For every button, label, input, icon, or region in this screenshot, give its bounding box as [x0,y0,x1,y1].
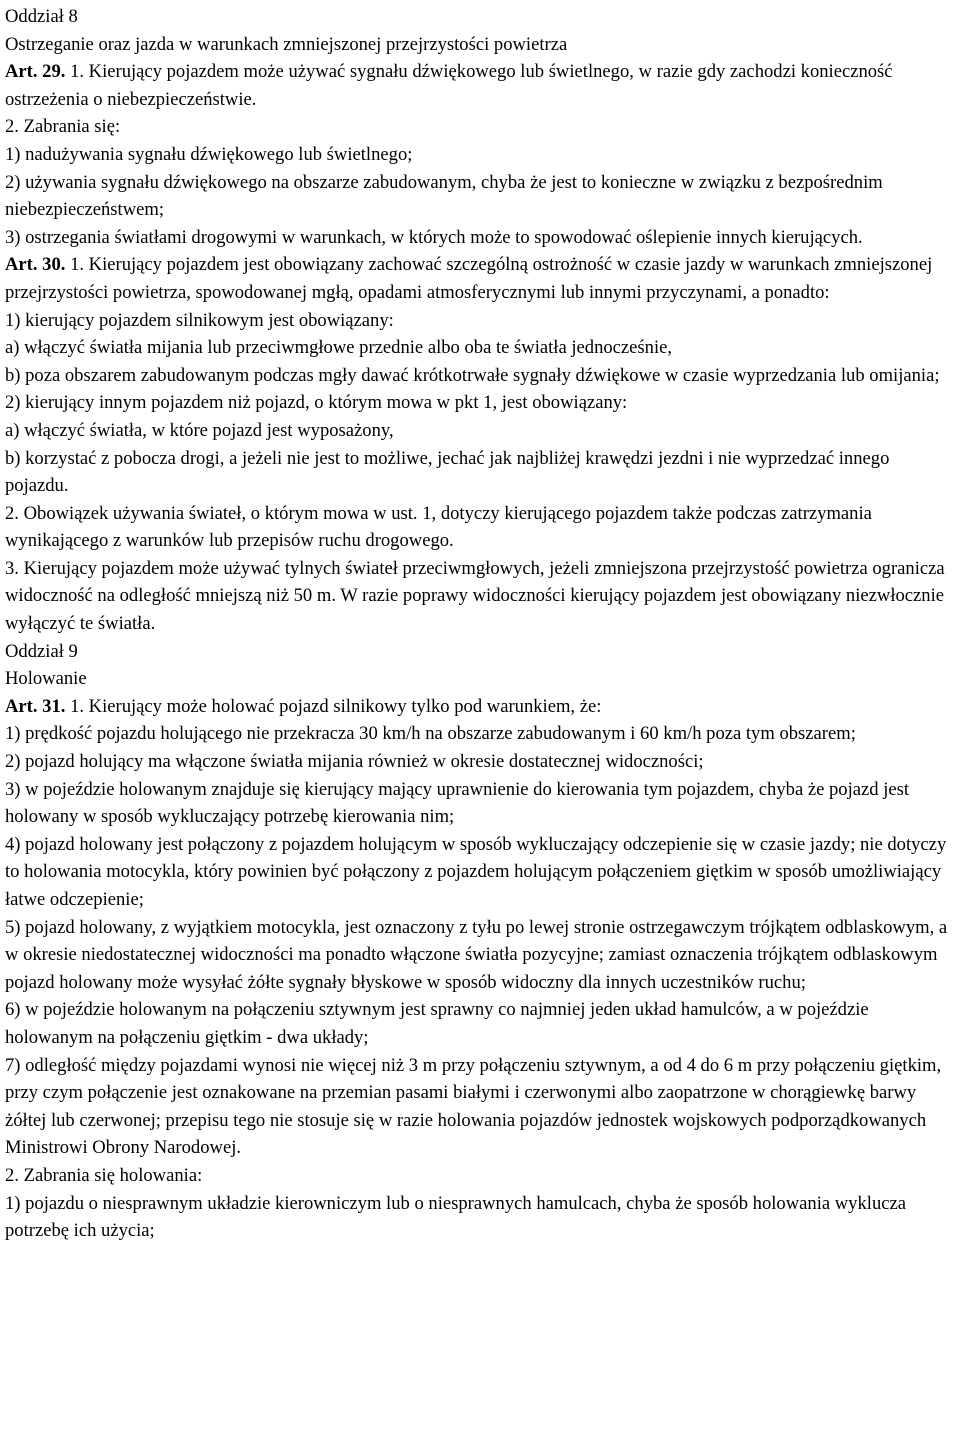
art-31-item-7: 7) odległość między pojazdami wynosi nie więcej niż 3 m przy połączeniu sztywnym, a od 4 do 6 m przy połączeniu giętkim, przy czym połączenie jest oznakowane na przemian pasami białymi i czerwonymi albo zaopatrzone w chorągiewkę barwy żółtej lub czerwonej; przepisu tego nie stosuje się w razie holowania pojazdów jednostek wojskowych podporządkowanych Ministrowi Obrony Narodowej. [5,1054,942,1159]
art-30-item-2: 2) kierujący innym pojazdem niż pojazd, o którym mowa w pkt 1, jest obowiązany: [5,392,628,414]
art-31-paragraph-1 [5,693,957,721]
art-31-paragraph-2-item-1: 1) pojazdu o niesprawnym układzie kierowniczym lub o niesprawnych hamulcach, chyba że sposób holowania wyklucza potrzebę ich użycia; [5,1192,906,1242]
art-29-label: Art. 29. [5,61,66,83]
art-30-paragraph-1 [5,251,957,306]
art-31-label: Art. 31. [5,695,66,717]
art-31-item-3: 3) w pojeździe holowanym znajduje się kierujący mający uprawnienie do kierowania tym pojazdem, chyba że pojazd jest holowany w sposób wykluczający potrzebę kierowania nim; [5,778,910,828]
section-8-heading: Oddział 8 [5,6,78,27]
section-9-heading: Oddział 9 [5,640,78,662]
art-31-paragraph-2: 2. Zabrania się holowania: [5,1164,203,1186]
art-31-item-4: 4) pojazd holowany jest połączony z pojazdem holującym w sposób wykluczający odczepienie się w czasie jazdy; nie dotyczy to holowania motocykla, który powinien być połączony z pojazdem holującym połączeniem giętkim w sposób umożliwiający łatwe odczepienie; [5,833,947,910]
art-30-item-1b: b) poza obszarem zabudowanym podczas mgły dawać krótkotrwałe sygnały dźwiękowe w czasie wyprzedzania lub omijania; [5,364,940,386]
art-31-item-1: 1) prędkość pojazdu holującego nie przekracza 30 km/h na obszarze zabudowanym i 60 km/h poza tym obszarem; [5,723,856,745]
art-30-p1-text: 1. Kierujący pojazdem jest obowiązany zachować szczególną ostrożność w czasie jazdy w warunkach zmniejszonej przejrzystości powietrza, spowodowanej mgłą, opadami atmosferycznymi lub innymi przyczynami, a ponadto: [5,254,933,303]
art-29-item-1: 1) nadużywania sygnału dźwiękowego lub świetlnego; [5,143,413,165]
art-30-paragraph-2: 2. Obowiązek używania świateł, o którym mowa w ust. 1, dotyczy kierującego pojazdem także podczas zatrzymania wynikającego z warunków lub przepisów ruchu drogowego. [5,502,872,552]
art-29-item-3: 3) ostrzegania światłami drogowymi w warunkach, w których może to spowodować oślepienie innych kierujących. [5,226,863,248]
section-9-title: Holowanie [5,668,87,690]
art-30-item-2b: b) korzystać z pobocza drogi, a jeżeli nie jest to możliwe, jechać jak najbliżej krawędzi jezdni i nie wyprzedzać innego pojazdu. [5,447,890,497]
art-31-item-2: 2) pojazd holujący ma włączone światła mijania również w okresie dostatecznej widoczności; [5,751,704,773]
art-30-label: Art. 30. [5,254,66,276]
art-31-item-5: 5) pojazd holowany, z wyjątkiem motocykla, jest oznaczony z tyłu po lewej stronie ostrzegawczym trójkątem odblaskowym, a w okresie niedostatecznej widoczności ma ponadto włączone światła pozycyjne; zamiast oznaczenia trójkątem odblaskowym pojazd holowany może wysyłać żółte sygnały błyskowe w sposób widoczny dla innych uczestników ruchu; [5,916,948,993]
art-30-paragraph-3: 3. Kierujący pojazdem może używać tylnych świateł przeciwmgłowych, jeżeli zmniejszona przejrzystość powietrza ogranicza widoczność na odległość mniejszą niż 50 m. W razie poprawy widoczności kierujący pojazdem jest obowiązany niezwłocznie wyłączyć te światła. [5,557,945,635]
art-29-paragraph-1 [5,58,957,113]
art-31-p1-text: 1. Kierujący może holować pojazd silnikowy tylko pod warunkiem, że: [65,695,602,717]
art-29-item-2: 2) używania sygnału dźwiękowego na obszarze zabudowanym, chyba że jest to konieczne w związku z bezpośrednim niebezpieczeństwem; [5,171,883,221]
section-8-title: Ostrzeganie oraz jazda w warunkach zmniejszonej przejrzystości powietrza [5,33,568,55]
art-30-item-1a: a) włączyć światła mijania lub przeciwmgłowe przednie albo oba te światła jednocześnie, [5,337,673,359]
document-body [5,3,957,1245]
art-31-item-6: 6) w pojeździe holowanym na połączeniu sztywnym jest sprawny co najmniej jeden układ hamulców, a w pojeździe holowanym na połączeniu giętkim - dwa układy; [5,999,869,1048]
art-29-p1-text: 1. Kierujący pojazdem może używać sygnału dźwiękowego lub świetlnego, w razie gdy zachodzi konieczność ostrzeżenia o niebezpieczeństwie. [5,61,893,110]
art-30-item-1: 1) kierujący pojazdem silnikowym jest obowiązany: [5,309,394,331]
art-30-item-2a: a) włączyć światła, w które pojazd jest wyposażony, [5,419,394,441]
art-29-paragraph-2: 2. Zabrania się: [5,116,121,138]
